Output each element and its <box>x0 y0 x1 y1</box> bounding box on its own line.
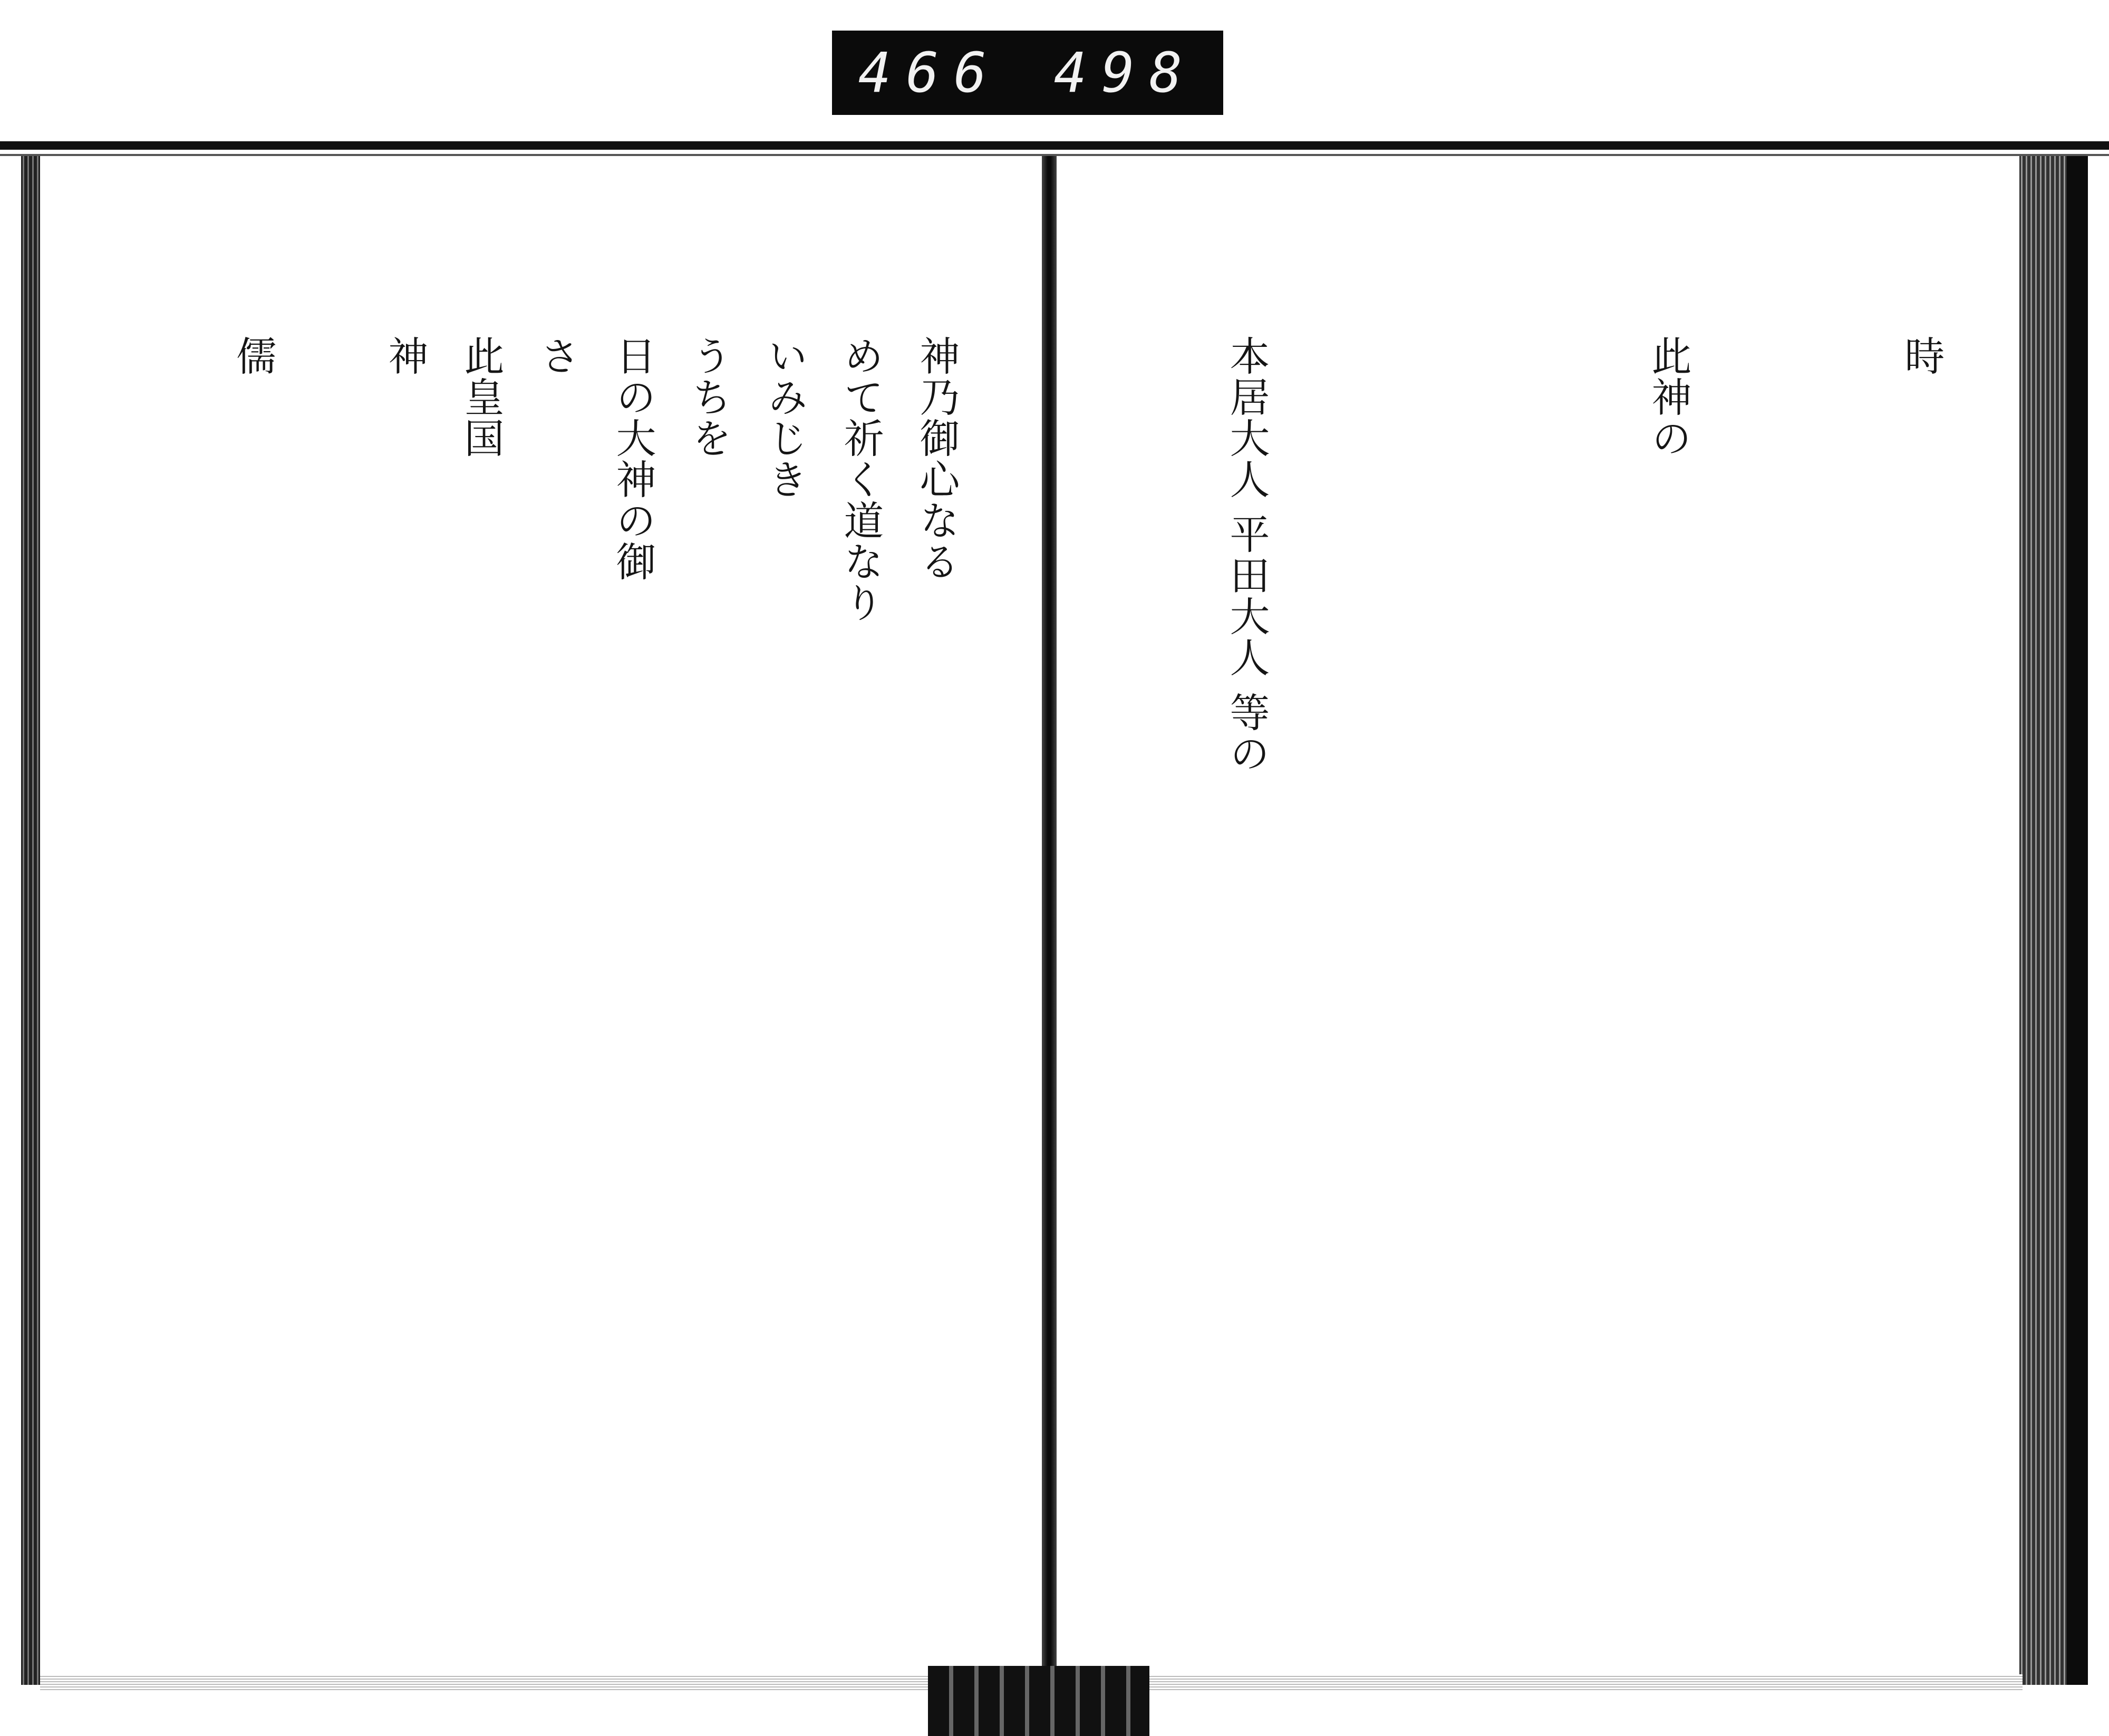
left-column-2: めて祈く道なり <box>837 335 884 623</box>
frame-number-right: 498 <box>1053 41 1197 105</box>
left-column-1: 神乃御心なる <box>913 335 960 582</box>
right-column-8 <box>1304 335 1357 1674</box>
frame-number-left: 466 <box>858 41 1002 105</box>
left-column-3: いみじき <box>761 335 808 500</box>
right-page-text <box>1078 335 1948 1674</box>
right-column-9: 本居大人 平田大人 等の <box>1223 335 1270 774</box>
top-rule <box>0 141 2109 150</box>
book-gutter <box>1042 156 1057 1685</box>
book-cover-right <box>2067 156 2088 1685</box>
open-book <box>21 156 2088 1695</box>
left-column-5: 日の大神の御 <box>610 335 656 582</box>
left-column-10: 儒 <box>230 335 277 376</box>
left-column-9 <box>303 335 355 1674</box>
right-column-4: 此神の <box>1645 335 1692 459</box>
left-page-text <box>66 335 963 1674</box>
left-column-8: 神 <box>382 335 429 376</box>
right-column-1: 時 <box>1898 335 1945 376</box>
left-column-7: 此皇国 <box>458 335 505 459</box>
right-page <box>1057 161 2021 1680</box>
left-column-6: さ <box>534 335 581 376</box>
book-edge-left <box>21 156 40 1685</box>
right-column-7 <box>1389 335 1442 1674</box>
right-column-3 <box>1726 335 1779 1674</box>
left-page <box>40 161 1042 1680</box>
book-edge-right <box>2019 156 2067 1685</box>
left-column-4: うちを <box>685 335 732 459</box>
right-column-10 <box>1136 335 1188 1674</box>
right-column-5 <box>1557 335 1610 1674</box>
right-column-6 <box>1473 335 1526 1674</box>
frame-number-label <box>832 31 1223 115</box>
right-column-2 <box>1811 335 1863 1674</box>
binding-clip <box>928 1666 1149 1736</box>
